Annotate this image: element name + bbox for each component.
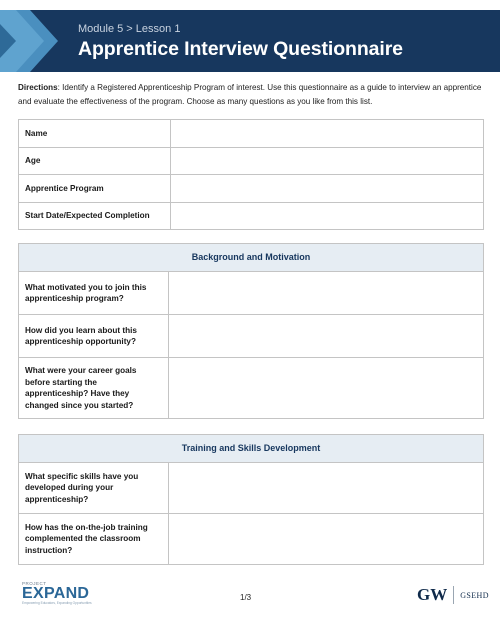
- question-text: How has the on-the-job training complemented the classroom instruction?: [19, 514, 169, 565]
- answer-field[interactable]: [169, 315, 484, 358]
- page-title: Apprentice Interview Questionnaire: [78, 38, 403, 60]
- table-row: [19, 315, 484, 358]
- chevron-graphic: [0, 10, 80, 72]
- page-footer: [0, 578, 500, 623]
- table-row: [19, 147, 484, 175]
- table-row: [19, 463, 484, 514]
- answer-field[interactable]: [169, 272, 484, 315]
- directions-text: [18, 81, 484, 109]
- project-expand-logo: PROJECT EXPAND Empowering Educators, Expanding Opportunities: [22, 581, 92, 605]
- page-number: 1/3: [240, 593, 252, 602]
- background-motivation-table: [18, 243, 484, 419]
- table-row: [19, 272, 484, 315]
- name-field[interactable]: [171, 120, 484, 148]
- question-text: What were your career goals before starting the apprenticeship? Have they changed since you started?: [19, 358, 169, 419]
- question-text: How did you learn about this apprenticeship opportunity?: [19, 315, 169, 358]
- section-heading-training: Training and Skills Development: [19, 435, 484, 463]
- question-text: What motivated you to join this apprenticeship program?: [19, 272, 169, 315]
- directions-label: Directions: [18, 83, 58, 92]
- start-date-field[interactable]: [171, 202, 484, 230]
- answer-field[interactable]: [169, 514, 484, 565]
- module-lesson-label: Module 5 > Lesson 1: [78, 23, 181, 35]
- gw-gsehd-logo: GW GSEHD: [417, 585, 489, 604]
- table-row: [19, 514, 484, 565]
- training-skills-table: [18, 434, 484, 565]
- age-field[interactable]: [171, 147, 484, 175]
- program-field[interactable]: [171, 175, 484, 203]
- field-label-age: Age: [19, 147, 171, 175]
- header-banner: [0, 10, 500, 72]
- directions-body: : Identify a Registered Apprenticeship Program of interest. Use this questionnaire as a guide to interview an apprentice and evaluate the effectiveness of the program. Choose as many questions as you like from this list.: [18, 83, 482, 106]
- table-row: [19, 120, 484, 148]
- interviewee-info-table: [18, 119, 484, 230]
- question-text: What specific skills have you developed during your apprenticeship?: [19, 463, 169, 514]
- table-row: [19, 175, 484, 203]
- field-label-name: Name: [19, 120, 171, 148]
- answer-field[interactable]: [169, 463, 484, 514]
- table-row: [19, 202, 484, 230]
- table-row: [19, 358, 484, 419]
- field-label-program: Apprentice Program: [19, 175, 171, 203]
- field-label-start-date: Start Date/Expected Completion: [19, 202, 171, 230]
- answer-field[interactable]: [169, 358, 484, 419]
- section-heading-background: Background and Motivation: [19, 244, 484, 272]
- logo-divider: [453, 586, 454, 604]
